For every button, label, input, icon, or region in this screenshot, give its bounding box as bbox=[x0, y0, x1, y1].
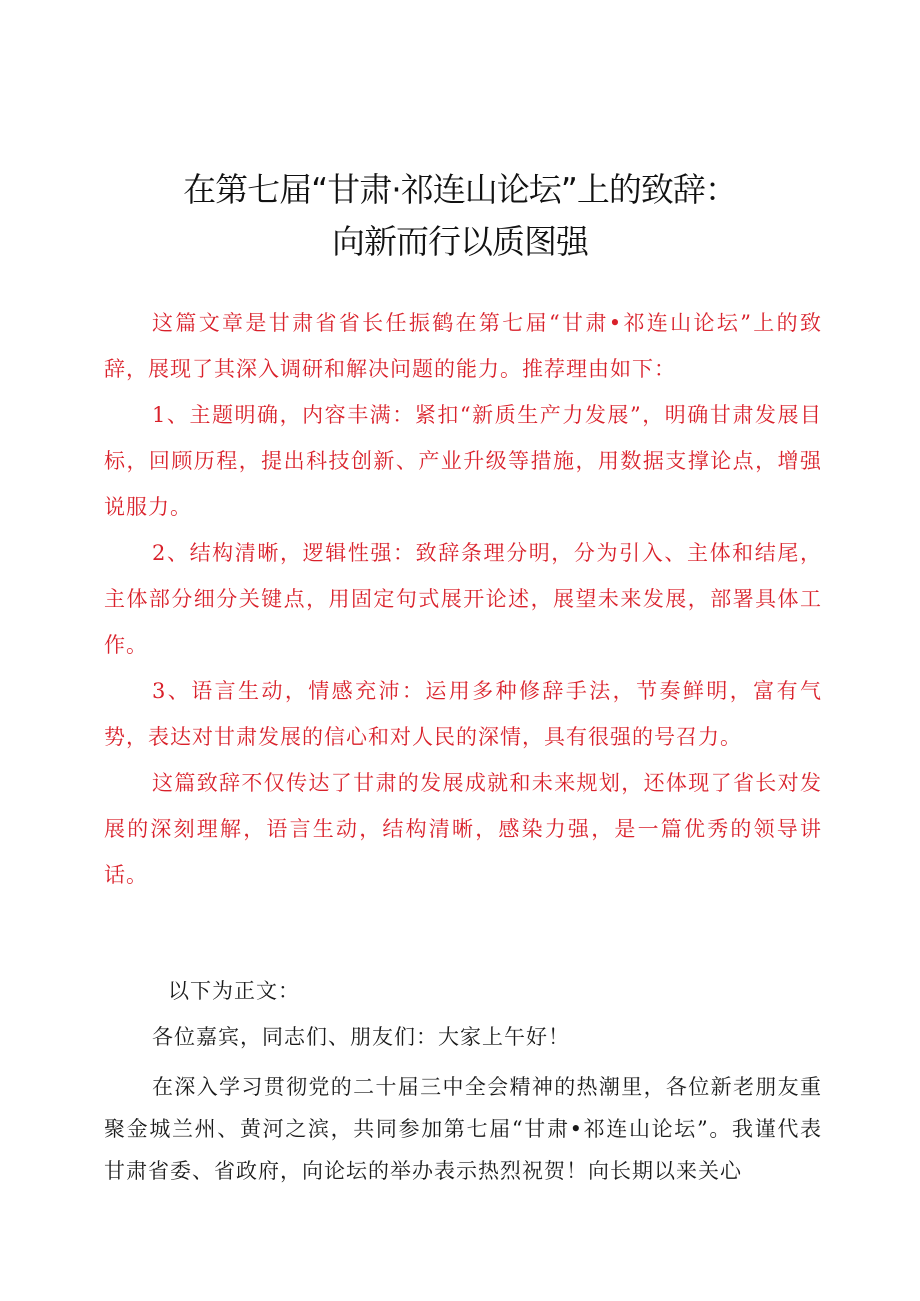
body-paragraph: 在深入学习贯彻党的二十届三中全会精神的热潮里，各位新老朋友重聚金城兰州、黄河之滨，共同参加第七届“甘肃•祁连山论坛”。我谨代表甘肃省委、省政府，向论坛的举办表示热烈祝贺！向长期以来关心 bbox=[104, 1075, 822, 1183]
recommendation-point-3: 3、语言生动，情感充沛：运用多种修辞手法，节奏鲜明，富有气势，表达对甘肃发展的信心和对人民的深情，具有很强的号召力。 bbox=[104, 679, 822, 749]
recommendation-point-2: 2、结构清晰，逻辑性强：致辞条理分明，分为引入、主体和结尾，主体部分细分关键点，用固定句式展开论述，展望未来发展，部署具体工作。 bbox=[104, 541, 822, 657]
intro-paragraph: 这篇文章是甘肃省省长任振鹤在第七届“甘肃•祁连山论坛”上的致辞，展现了其深入调研和解决问题的能力。推荐理由如下： bbox=[104, 311, 822, 381]
document-title-line-2: 向新而行以质图强 bbox=[332, 222, 588, 261]
recommendation-point-1: 1、主题明确，内容丰满：紧扣“新质生产力发展”，明确甘肃发展目标，回顾历程，提出科技创新、产业升级等措施，用数据支撑论点，增强说服力。 bbox=[104, 403, 822, 519]
body-label: 以下为正文： bbox=[168, 979, 300, 1003]
summary-paragraph: 这篇致辞不仅传达了甘肃的发展成就和未来规划，还体现了省长对发展的深刻理解，语言生动，结构清晰，感染力强，是一篇优秀的领导讲话。 bbox=[104, 771, 822, 887]
document-title-line-1: 在第七届“甘肃·祁连山论坛”上的致辞： bbox=[183, 170, 737, 209]
greeting-line: 各位嘉宾，同志们、朋友们：大家上午好！ bbox=[152, 1025, 570, 1049]
